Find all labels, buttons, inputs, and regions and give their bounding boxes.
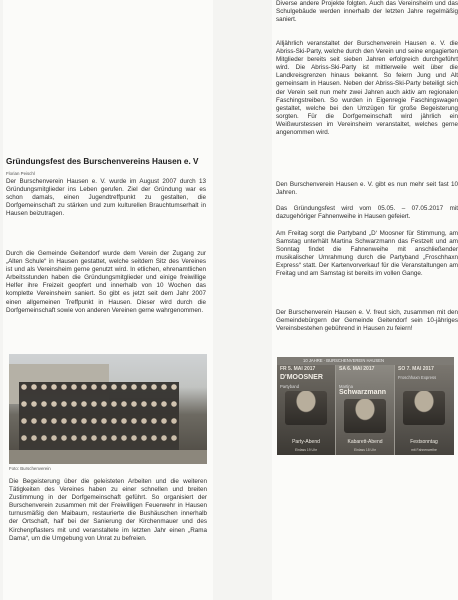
panel-subtitle: Partyband (280, 384, 300, 389)
article-title: Gründungsfest des Burschenvereins Hausen e. V (6, 157, 199, 166)
panel-event-name: Festsonntag (410, 439, 438, 445)
panel-band-logo: D'MOOSNER (280, 374, 323, 381)
right-paragraph-3: Den Burschenverein Hausen e. V. gibt es nun mehr seit fast 10 Jahren. (276, 181, 458, 197)
panel-subtitle: Martina (339, 384, 353, 389)
event-poster (277, 357, 454, 455)
artist-photo (344, 399, 386, 433)
right-paragraph-5: Am Freitag sorgt die Partyband „D‘ Moosner für Stimmung, am Samstag unterhält Martina Schwarzmann das Festzelt und am Sonntag findet die Fahnenweihe mit anschließender musikalischer Umrahmung durch die Partyband „Froschhaxn Express“ statt. Der Kartenvorverkauf für die Veranstaltungen am Freitag und am Samstag ist bereits im vollen Gange. (276, 230, 458, 278)
panel-event-name: Kabarett-Abend (347, 439, 383, 445)
photo-ground (9, 450, 207, 464)
panel-event-info: Einlass 19 Uhr (294, 448, 318, 452)
panel-event-info: mit Fahnenweihe (411, 448, 437, 452)
photo-group-members (19, 382, 179, 452)
article-author: Florian Peischl (6, 171, 35, 176)
panel-event-name: Party-Abend (292, 439, 320, 445)
band-photo (285, 391, 327, 425)
poster-header: 10 JAHRE · BURSCHENVEREIN HAUSEN (277, 357, 454, 365)
poster-panel-saturday (336, 365, 394, 455)
left-paragraph-1: Der Burschenverein Hausen e. V. wurde im August 2007 durch 13 Gründungsmitglieder ins Leben gerufen. Ziel der Gründung war es schon damals, einen Jugendtreffpunkt zu gestalten, die Dorfgemeinschaft zu stärken und zum kulturellen Brauchtumserhalt in Hausen beizutragen. (6, 178, 206, 218)
panel-date: SO 7. MAI 2017 (398, 366, 434, 372)
right-paragraph-1: Diverse andere Projekte folgten. Auch das Vereinsheim und das Schulgebäude werden innerhalb der letzten Jahre regelmäßig saniert. (276, 0, 458, 24)
panel-date: FR 5. MAI 2017 (280, 366, 316, 372)
panel-date: SA 6. MAI 2017 (339, 366, 375, 372)
group-photo (9, 354, 207, 464)
right-paragraph-6: Der Burschenverein Hausen e. V. freut sich, zusammen mit den Gemeindebürgern der Gemeinde Geitendorf sein 10-jähriges Vereinsbestehen gebührend in Hausen zu feiern! (276, 309, 458, 333)
right-paragraph-4: Das Gründungsfest wird vom 05.05. – 07.05.2017 mit dazugehöriger Fahnenweihe in Hausen gefeiert. (276, 205, 458, 221)
panel-subtitle: Froschhaxn Express (398, 375, 437, 380)
poster-panel-friday (277, 365, 335, 455)
photo-caption: Foto: Burschenverein (9, 466, 51, 471)
left-paragraph-3: Die Begeisterung über die geleisteten Arbeiten und die weiteren Tätigkeiten des Vereines haben zu einer schnellen und breiten Zustimmung in der Dorfgemeinschaft geführt. So organisiert der Burschenverein zusammen mit der Freiwilligen Feuerwehr in Hausen turnusmäßig den Maibaum, restaurierte die Bushäuschen innerhalb der Ortschaft, half bei der Sanierung der Kirchenmauer und des Kirchenpflasters mit und veranstaltete im letzten Jahr einen „Rama Dama“, um die Umgebung von Unrat zu befreien. (9, 478, 207, 542)
band-photo (403, 391, 445, 425)
poster-panel-sunday (395, 365, 454, 455)
panel-artist-name: Schwarzmann (339, 389, 387, 396)
left-paragraph-2: Durch die Gemeinde Geitendorf wurde dem Verein der Zugang zur „Alten Schule“ in Hausen gestattet, welche seitdem Sitz des Vereines ist und als Vereinsheim gerne genutzt wird. In etlichen, ehrenamtlichen Arbeitsstunden haben die Gründungsmitglieder und einige freiwillige Helfer ihre Freizeit geopfert und innerhalb von 10 Wochen das komplette Vereinsheim saniert. So gibt es jetzt seit dem Jahr 2007 einen allgemeinen Treffpunkt in Hausen. Dieser wird durch die Dorfgemeinschaft sowie von anderen Vereinen gerne wahrgenommen. (6, 250, 206, 314)
right-paragraph-2: Alljährlich veranstaltet der Burschenverein Hausen e. V. die Abriss-Ski-Party, welche durch den Verein und seine engagierten Mitglieder bereits seit sieben Jahren erfolgreich durchgeführt wird. Die Abriss-Ski-Party ist mittlerweile weit über die Landkreisgrenzen hinaus bekannt. So feiern Jung und Alt gemeinsam in Hausen. Neben der Abriss-Ski-Party beteiligt sich der Verein seit nun mehr zwei Jahren auch aktiv am regionalen Faschingstreiben. So wurden in Eigenregie Faschingswagen gestaltet, welche bei den Umzügen für große Begeisterung sorgten. Für die Dorfgemeinschaft wird jährlich ein Weißwurstessen im Vereinsheim veranstaltet, welches gerne angenommen wird. (276, 40, 458, 137)
panel-event-info: Einlass 18 Uhr (353, 448, 377, 452)
